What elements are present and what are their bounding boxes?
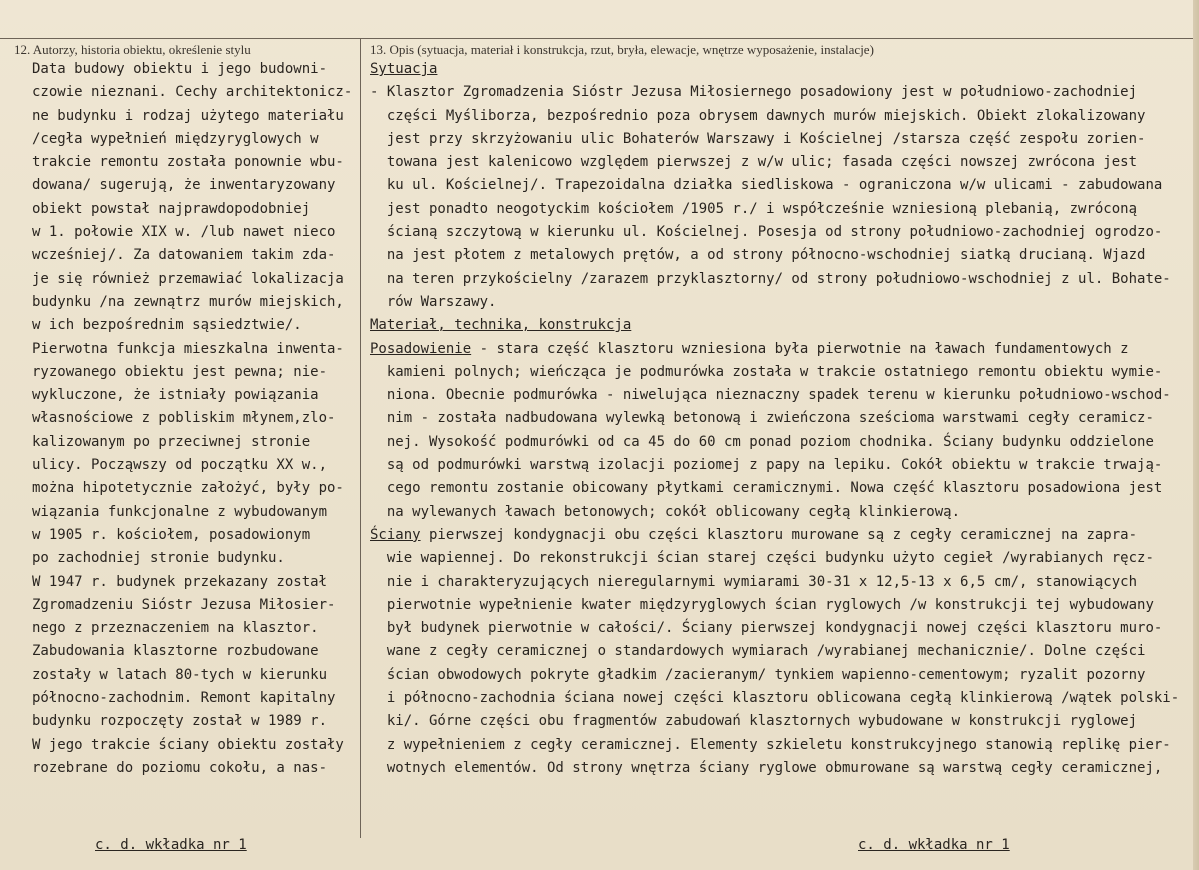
left-text-line: Zabudowania klasztorne rozbudowane — [32, 643, 319, 660]
left-text-line: dowana/ sugerują, że inwentaryzowany — [32, 177, 336, 194]
right-text-line: kamieni polnych; wieńcząca je podmurówka została w trakcie ostatniego remontu obiektu wymie- — [370, 363, 1163, 380]
left-text-line: wykluczone, że istniały powiązania — [32, 387, 319, 404]
right-text-line: na teren przykościelny /zarazem przyklasztorny/ od strony południowo-wschodniej z ul. Bohate- — [370, 270, 1171, 287]
right-text-line: Ściany pierwszej kondygnacji obu części klasztoru murowane są z cegły ceramicznej na zapra- — [370, 526, 1138, 543]
right-text-line: ścian obwodowych pokryte gładkim /zacieranym/ tynkiem wapienno-cementowym; ryzalit pozorny — [370, 666, 1146, 683]
left-text-line: trakcie remontu została ponownie wbu- — [32, 154, 344, 171]
right-column-text — [370, 58, 1190, 780]
inline-heading: Posadowienie — [370, 340, 472, 357]
right-section-header: 13. Opis (sytuacja, materiał i konstrukcja, rzut, bryła, elewacje, wnętrze wyposażenie, instalacje) — [370, 42, 874, 57]
left-text-line: budynku /na zewnątrz murów miejskich, — [32, 293, 344, 310]
left-text-line: je się również przemawiać lokalizacja — [32, 270, 344, 287]
left-continuation-note: c. d. wkładka nr 1 — [95, 837, 247, 853]
left-text-line: nego z przeznaczeniem na klasztor. — [32, 620, 319, 637]
subsection-heading: Sytuacja — [370, 61, 438, 77]
subsection-heading: Materiał, technika, konstrukcja — [370, 317, 632, 334]
right-text-line: rów Warszawy. — [370, 293, 497, 310]
right-text-line: Posadowienie - stara część klasztoru wzniesiona była pierwotnie na ławach fundamentowych z — [370, 340, 1129, 357]
left-text-line: zostały w latach 80-tych w kierunku — [32, 666, 328, 683]
top-rule — [0, 38, 1199, 39]
right-text-line: ku ul. Kościelnej/. Trapezoidalna działka siedliskowa - ograniczona w/w ulicami - zabudowana — [370, 177, 1163, 194]
left-text-line: W 1947 r. budynek przekazany został — [32, 573, 328, 590]
left-text-line: wcześniej/. Za datowaniem takim zda- — [32, 247, 336, 264]
left-column-text — [32, 58, 362, 780]
right-text-line: cego remontu zostanie obicowany płytkami ceramicznymi. Nowa część klasztoru posadowiona jest — [370, 480, 1163, 497]
right-text-line: ki/. Górne części obu fragmentów zabudowań klasztornych wybudowane w konstrukcji ryglowej — [370, 713, 1138, 730]
right-text-line: był budynek pierwotnie w całości/. Ściany pierwszej kondygnacji nowej części klasztoru muro- — [370, 620, 1163, 637]
right-text-line: na jest płotem z metalowych prętów, a od strony północno-wschodniej siatką drucianą. Wjazd — [370, 247, 1146, 264]
left-text-line: rozebrane do poziomu cokołu, a nas- — [32, 759, 328, 776]
right-text-line: ścianą szczytową w kierunku ul. Kościelnej. Posesja od strony południowo-zachodniej ogrodzo- — [370, 224, 1163, 241]
left-text-line: Zgromadzeniu Sióstr Jezusa Miłosier- — [32, 596, 336, 613]
left-text-line: Data budowy obiektu i jego budowni- — [32, 61, 328, 77]
left-text-line: Pierwotna funkcja mieszkalna inwenta- — [32, 340, 344, 357]
right-text-line: są od podmurówki warstwą izolacji poziomej z papy na lepiku. Cokół obiektu w trakcie trwają- — [370, 457, 1163, 474]
right-text-line: - Klasztor Zgromadzenia Sióstr Jezusa Miłosiernego posadowiony jest w południowo-zachodniej — [370, 84, 1138, 101]
paper-edge — [1193, 0, 1199, 870]
left-text-line: ryzowanego obiektu jest pewna; nie- — [32, 363, 328, 380]
left-text-line: północno-zachodnim. Remont kapitalny — [32, 690, 336, 707]
right-text-line: towana jest kalenicowo względem pierwszej z w/w ulic; fasada części nowszej zwrócona jest — [370, 154, 1138, 171]
inline-heading: Ściany — [370, 526, 421, 543]
right-text-line: niona. Obecnie podmurówka - niwelująca nieznaczny spadek terenu w kierunku południowo-wschod- — [370, 387, 1171, 404]
right-text-line: nej. Wysokość podmurówki od ca 45 do 60 cm ponad poziom chodnika. Ściany budynku oddzielone — [370, 433, 1154, 450]
left-text-line: kalizowanym po przeciwnej stronie — [32, 433, 311, 450]
right-text-line: części Myśliborza, bezpośrednio poza obrysem dawnych murów miejskich. Obiekt zlokalizowany — [370, 107, 1146, 124]
left-text-line: ulicy. Począwszy od początku XX w., — [32, 457, 328, 474]
right-text-line: wie wapiennej. Do rekonstrukcji ścian starej części budynku użyto cegieł /wyrabianych ręcz- — [370, 550, 1154, 567]
left-text-line: budynku rozpoczęty został w 1989 r. — [32, 713, 328, 730]
left-section-header: 12. Autorzy, historia obiektu, określenie stylu — [14, 42, 251, 57]
left-text-line: w 1. połowie XIX w. /lub nawet nieco — [32, 224, 336, 241]
right-text-line: wotnych elementów. Od strony wnętrza ściany ryglowe obmurowane są warstwą cegły ceramicznej, — [370, 759, 1163, 776]
right-text-line: nie i charakteryzujących nieregularnymi wymiarami 30-31 x 12,5-13 x 6,5 cm/, stanowiących — [370, 573, 1138, 590]
left-text-line: w 1905 r. kościołem, posadowionym — [32, 526, 311, 543]
left-text-line: w ich bezpośrednim sąsiedztwie/. — [32, 317, 302, 334]
left-text-line: ne budynku i rodzaj użytego materiału — [32, 107, 344, 124]
right-text-line: jest przy skrzyżowaniu ulic Bohaterów Warszawy i Kościelnej /starsza część zespołu zorien- — [370, 130, 1146, 147]
right-text-line: nim - została nadbudowana wylewką betonową i zwieńczona sześcioma warstwami cegły ceramicz- — [370, 410, 1154, 427]
left-text-line: własnościowe z pobliskim młynem,zlo- — [32, 410, 336, 427]
left-text-line: obiekt powstał najprawdopodobniej — [32, 200, 311, 217]
right-text-line: z wypełnieniem z cegły ceramicznej. Elementy szkieletu konstrukcyjnego stanowią replikę pier- — [370, 736, 1171, 753]
right-text-line: wane z cegły ceramicznej o standardowych wymiarach /wyrabianej mechanicznie/. Dolne części — [370, 643, 1146, 660]
left-text-line: można hipotetycznie założyć, były po- — [32, 480, 344, 497]
left-text-line: W jego trakcie ściany obiektu zostały — [32, 736, 344, 753]
right-text-line: jest ponadto neogotyckim kościołem /1905 r./ i współcześnie wzniesioną plebanią, zwróconą — [370, 200, 1138, 217]
right-text-line: i północno-zachodnia ściana nowej części klasztoru oblicowana cegłą klinkierową /wątek polski- — [370, 690, 1180, 707]
right-text-line: na wylewanych ławach betonowych; cokół oblicowany cegłą klinkierową. — [370, 503, 961, 520]
left-text-line: po zachodniej stronie budynku. — [32, 550, 285, 567]
left-text-line: /cegła wypełnień międzyryglowych w — [32, 130, 319, 147]
left-text-line: czowie nieznani. Cechy architektonicz- — [32, 84, 353, 101]
right-continuation-note: c. d. wkładka nr 1 — [858, 837, 1010, 853]
left-text-line: wiązania funkcjonalne z wybudowanym — [32, 503, 328, 520]
right-text-line: pierwotnie wypełnienie kwater międzyryglowych ścian ryglowych /w konstrukcji tej wybudowany — [370, 596, 1154, 613]
